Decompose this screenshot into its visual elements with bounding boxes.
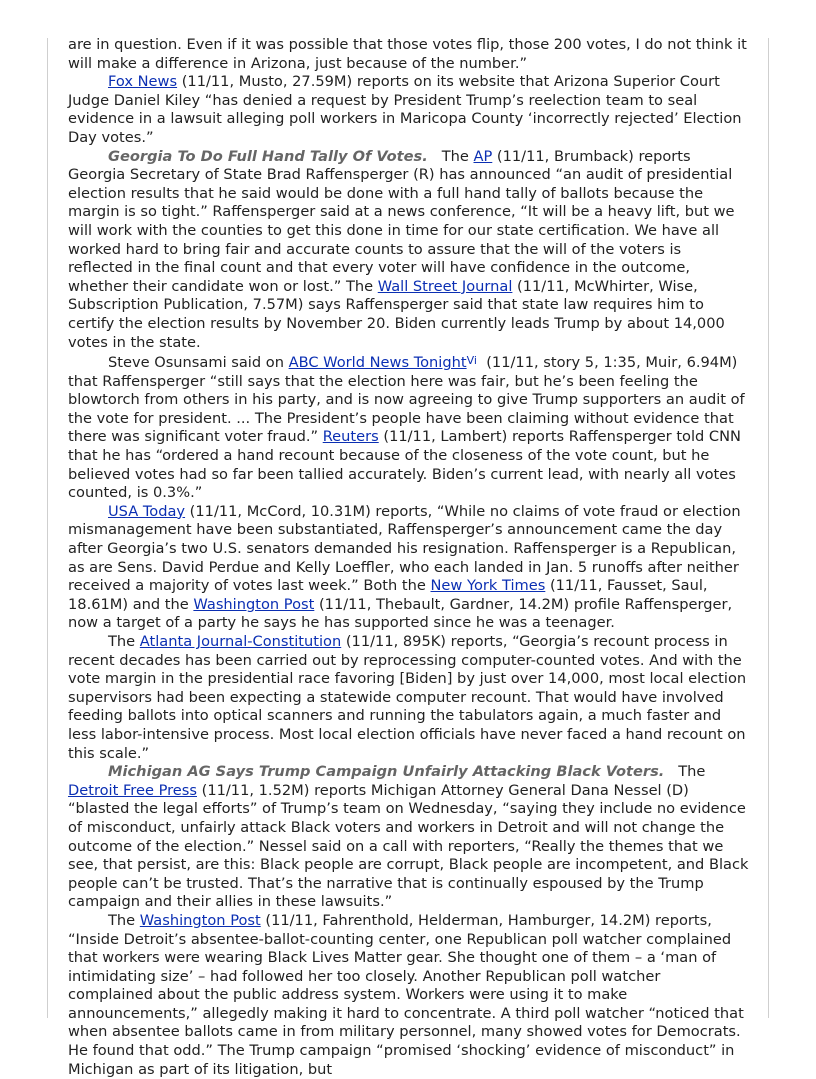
link-atlanta-journal-constitution[interactable]: Atlanta Journal-Constitution xyxy=(139,633,342,650)
link-usa-today[interactable]: USA Today xyxy=(108,502,186,520)
link-wall-street-journal[interactable]: Wall Street Journal xyxy=(377,277,513,295)
paragraph-usa-today: USA Today (11/11, McCord, 10.31M) reports, “While no claims of vote fraud or election mismanagement have been substantiated, Raffensperger’s announcement came the day after Georgia’s two U.S. senators demanded his resignation. Raffensperger is a Republican, as are Sens. David Perdue and Kelly Loeffler, who each landed in Jan. 5 runoffs after neither received a majority of votes last week.” Both the New York Times (11/11, Fausset, Saul, 18.61M) and the Washington Post (11/11, Thebault, Gardner, 14.2M) profile Raffensperger, now a target of a party he says he has supported since he was a teenager. xyxy=(68,502,741,632)
paragraph-washington-post-detroit: The Washington Post (11/11, Fahrenthold, Helderman, Hamburger, 14.2M) reports, “Inside Detroit’s absentee-ballot-counting center, one Republican poll watcher complained that workers were wearing Black Lives Matter gear. She thought one of them – a ‘man of intimidating size’ – had followed her too closely. Another Republican poll watcher complained about the public address system. Workers were using it to make announcements,” allegedly making it hard to concentrate. A third poll watcher “noticed that when absentee ballots came in from military personnel, many showed votes for Democrats. He found that odd.” The Trump campaign “promised ‘shocking’ evidence of misconduct” in Michigan as part of its litigation, but xyxy=(68,911,744,1078)
link-reuters[interactable]: Reuters xyxy=(322,428,379,446)
right-margin-rule xyxy=(768,38,769,1018)
article-body xyxy=(68,36,749,1079)
left-margin-rule xyxy=(47,38,48,1018)
link-washington-post-detroit[interactable]: Washington Post xyxy=(139,911,261,929)
link-washington-post[interactable]: Washington Post xyxy=(193,595,315,613)
paragraph-arizona-continuation: are in question. Even if it was possible that those votes flip, those 200 votes, I do not think it will make a difference in Arizona, just because of the number.” xyxy=(68,36,747,72)
link-new-york-times[interactable]: New York Times xyxy=(430,577,546,595)
paragraph-michigan-ag: Michigan AG Says Trump Campaign Unfairly Attacking Black Voters. The Detroit Free Press (11/11, 1.52M) reports Michigan Attorney General Dana Nessel (D) “blasted the legal efforts” of Trump’s team on Wednesday, “saying they include no evidence of misconduct, unfairly attack Black voters and workers in Detroit and will not change the outcome of the election.” Nessel said on a call with reporters, “Really the themes that we see, that persist, are this: Black people are corrupt, Black people are incompetent, and Black people can’t be trusted. That’s the narrative that is continually espoused by the Trump campaign and their allies in these lawsuits.” xyxy=(68,763,749,911)
paragraph-georgia-hand-tally: Georgia To Do Full Hand Tally Of Votes. The AP (11/11, Brumback) reports Georgia Secretary of State Brad Raffensperger (R) has announced “an audit of presidential election results that he said would be done with a full hand tally of ballots because the margin is so tight.” Raffensperger said at a news conference, “It will be a heavy lift, but we will work with the counties to get this done in time for our state certification. We have all worked hard to bring fair and accurate counts to assure that the will of the voters is reflected in the final count and that every voter will have confidence in the outcome, whether their candidate won or lost.” The Wall Street Journal (11/11, McWhirter, Wise, Subscription Publication, 7.57M) says Raffensperger said that state law requires him to certify the election results by November 20. Biden currently leads Trump by about 14,000 votes in the state. xyxy=(68,147,735,351)
paragraph-atlanta-journal: The Atlanta Journal-Constitution (11/11, 895K) reports, “Georgia’s recount process in recent decades has been carried out by reprocessing computer-counted votes. And with the vote margin in the presidential race favoring [Biden] by just over 14,000, most local election supervisors had been expecting a statewide computer recount. That would have involved feeding ballots into optical scanners and running the tabulators again, a much faster and less labor-intensive process. Most local election officials have never faced a hand recount on this scale.” xyxy=(68,633,747,762)
headline-michigan: Michigan AG Says Trump Campaign Unfairly Attacking Black Voters. xyxy=(108,763,665,781)
link-fox-news[interactable]: Fox News xyxy=(108,73,178,91)
headline-georgia: Georgia To Do Full Hand Tally Of Votes. xyxy=(108,147,428,165)
paragraph-abc-news: Steve Osunsami said on ABC World News Tonight$^{Vi}$ (11/11, story 5, 1:35, Muir, 6.94M) that Raffensperger “still says that the election here was fair, but he’s been feeling the blowtorch from others in his party, and is now agreeing to give Trump supporters an audit of the vote for president. ... The President’s people have been claiming without evidence that there was significant voter fraud.” Reuters (11/11, Lambert) reports Raffensperger told CNN that he has “ordered a hand recount because of the closeness of the vote count, but he believed votes had so far been tallied accurately. Biden’s current lead, with nearly all votes counted, is 0.3%.” xyxy=(68,354,750,502)
link-abc-world-news-tonight[interactable]: ABC World News Tonight xyxy=(288,354,467,372)
link-ap[interactable]: AP xyxy=(473,147,493,165)
link-detroit-free-press[interactable]: Detroit Free Press xyxy=(68,781,197,799)
paragraph-fox-news: Fox News (11/11, Musto, 27.59M) reports on its website that Arizona Superior Court Judge Daniel Kiley “has denied a request by President Trump’s reelection team to seal evidence in a lawsuit alleging poll workers in Maricopa County ‘incorrectly rejected’ Election Day votes.” xyxy=(68,73,742,146)
video-marker: Vi xyxy=(466,354,477,368)
